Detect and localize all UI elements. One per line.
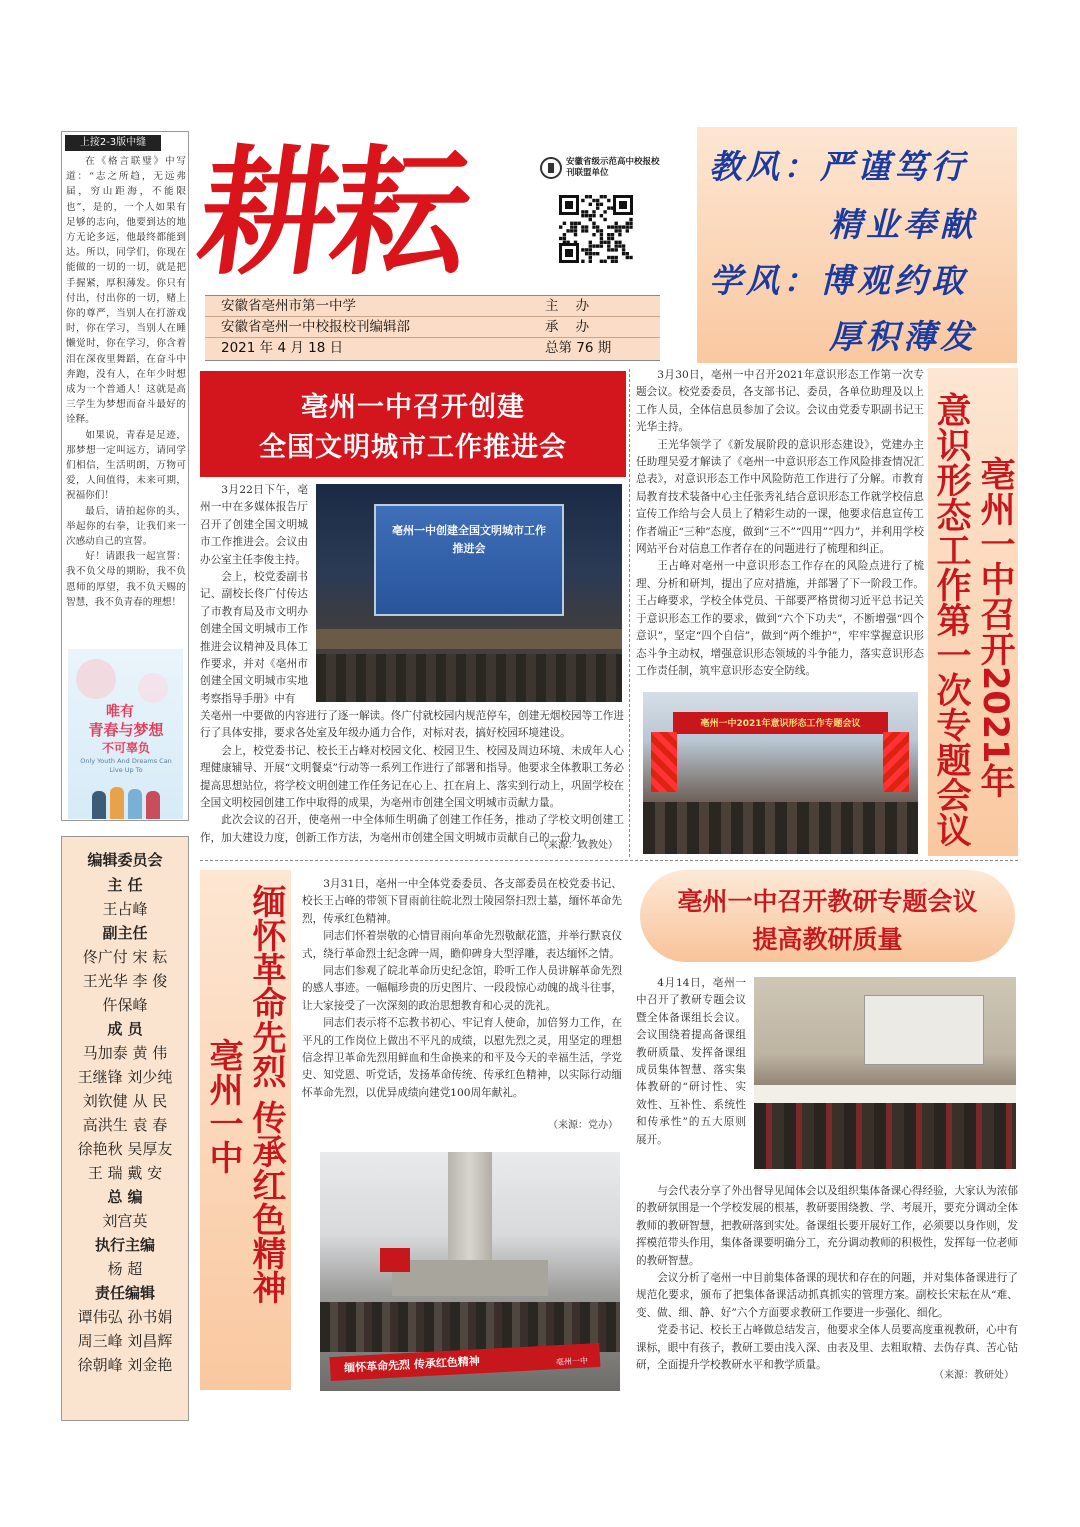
paragraph: 王光华领学了《新发展阶段的意识形态建设》，党建办主任助理吴爱才解读了《亳州一中意识形态工作风险排查情况汇总表》，对意识形态工作中风险防范工作进行了分解。市教育局教育技术装备中心主任张秀礼结合意识形态工作就学校信息宣传工作给与会人员上了精彩生动的一课，他要求信息宣传工作者端正“三种”态度，做到“三不”“四用”“四力”，并利用学校网站平台对信息工作者存在的问题进行了梳理和纠正。	[636, 438, 924, 556]
info-right: 主 办	[545, 298, 590, 314]
horizontal-divider	[200, 860, 1018, 861]
paragraph: 会议分析了亳州一中目前集体备课的现状和存在的问题，并对集体备课进行了规范化要求，颁布了把集体备课活动抓真抓实的管理方案。副校长宋耘在从“难、变、做、细、静、好”六个方面要求教研工作要进一步强化、细化。	[636, 1272, 1018, 1319]
badge-icon	[540, 157, 562, 179]
committee-names: 徐艳秋 吴厚友	[77, 1140, 173, 1158]
article4-photo	[754, 977, 1016, 1169]
committee-role: 副主任	[102, 924, 148, 942]
motto-line4: 厚积薄发	[829, 317, 977, 356]
info-row	[205, 338, 660, 359]
committee-role: 责任编辑	[94, 1284, 155, 1302]
article2-text	[636, 367, 924, 680]
motto-line2: 精业奉献	[829, 205, 977, 244]
masthead-info	[205, 295, 660, 361]
article3-banner-text: 缅怀革命先烈 传承红色精神	[343, 1354, 481, 1375]
committee-names: 仵保峰	[102, 996, 148, 1014]
poster-line2: 青春与梦想	[88, 721, 164, 739]
paragraph: 王占峰对亳州一中意识形态工作存在的风险点进行了梳理、分析和研判，提出了应对措施，并部署了下一阶段工作。王占峰要求，学校全体党员、干部要严格贯彻习近平总书记关于意识形态工作的要求，做到“六个下功夫”，不断增强“四个意识”，坚定“四个自信”，做到“两个维护”，牢牢掌握意识形态斗争主动权，增强意识形态领域的斗争能力，落实意识形态工作责任制，筑牢意识形态安全防线。	[636, 560, 924, 677]
article2-photo	[643, 692, 918, 854]
paragraph: 此次会议的召开，使亳州一中全体师生明确了创建工作任务，推动了学校文明创建工作，加大建设力度，创新工作方法，为亳州市创建全国文明城市贡献自己的一份力。	[200, 814, 624, 844]
paragraph: 同志们参观了皖北革命历史纪念馆，聆听工作人员讲解革命先烈的感人事迹。一幅幅珍贵的历史图片、一段段惊心动魄的战斗往事，让大家接受了一次深刻的政治思想教育和心灵的洗礼。	[302, 965, 622, 1012]
editorial-committee	[61, 836, 189, 1421]
left-column-box	[61, 131, 189, 821]
article4-title-box	[640, 870, 1015, 962]
paragraph: 3月31日，亳州一中全体党委委员、各支部委员在校党委书记、校长王占峰的带领下冒雨前往皖北烈士陵园祭扫烈士墓，缅怀革命先烈，传承红色精神。	[302, 878, 622, 925]
poster-english: Only Youth And Dreams Can Live Up To	[80, 757, 172, 774]
info-left: 2021 年 4 月 18 日	[221, 340, 344, 356]
article1-title-line1: 亳州一中召开创建	[301, 392, 525, 423]
article2-title-col-left: 意识形态工作第一次专题会议	[931, 392, 971, 847]
article2-vertical-title	[928, 368, 1018, 856]
article1-photo	[316, 484, 622, 702]
paragraph: 好！请跟我一起宣誓：我不负父母的期盼，我不负恩师的厚望，我不负天赐的智慧，我不负青春的理想！	[66, 551, 186, 608]
continued-tab: 上接2-3版中缝	[65, 135, 161, 151]
article1-source: （来源：政教处）	[538, 840, 618, 851]
article4-text	[636, 1183, 1018, 1374]
alliance-badge	[540, 155, 660, 185]
article3-title-main: 缅怀革命先烈 传承红色精神	[246, 884, 286, 1304]
poster-line3: 不可辜负	[101, 741, 150, 755]
paragraph: 最后，请拍起你的头，举起你的右拳，让我们来一次感动自己的宣誓。	[66, 505, 186, 548]
article4-title-line1: 亳州一中召开教研专题会议	[677, 887, 978, 916]
poster-line1: 唯有	[106, 704, 134, 720]
article2-title-col-right: 亳州一中召开2021年	[975, 456, 1015, 799]
article3-banner-sub: 亳州一中	[555, 1356, 589, 1367]
committee-names: 刘钦健 从 民	[82, 1092, 168, 1110]
committee-role: 主 任	[107, 876, 143, 894]
qr-code	[557, 193, 635, 265]
article3-title-school: 亳州一中	[203, 1038, 243, 1174]
paragraph: 同志们怀着崇敬的心情冒雨向革命先烈敬献花篮，并举行默哀仪式，绕行革命烈士纪念碑一周，瞻仰碑身大型浮雕，表达缅怀之情。	[302, 930, 622, 960]
committee-names: 王 瑞 戴 安	[87, 1164, 163, 1182]
article1-screen-text: 亳州一中创建全国文明城市工作推进会	[392, 524, 546, 555]
paragraph: 3月30日，亳州一中召开2021年意识形态工作第一次专题会议。校党委委员，各支部书记、委员，各单位助理及以上工作人员，全体信息员参加了会议。会议由党委专职副书记王光华主持。	[636, 369, 924, 434]
info-left: 安徽省亳州一中校报校刊编辑部	[221, 319, 410, 335]
article4-source: （来源：教研处）	[934, 1370, 1014, 1381]
info-right: 总第 76 期	[545, 340, 612, 356]
committee-names: 杨 超	[107, 1260, 143, 1278]
info-row	[205, 296, 660, 317]
motto-line1: 教风：严谨笃行	[709, 147, 968, 186]
committee-names: 王光华 李 俊	[82, 972, 168, 990]
article3-photo	[320, 1152, 620, 1391]
committee-names: 刘宫英	[102, 1212, 148, 1230]
paragraph: 会上，校党委书记、校长王占峰对校园文化、校园卫生、校园及周边环境、未成年人心理健康辅导、开展“文明餐桌”行动等一系列工作进行了部署和指导。他要求全体教职工务必提高思想站位，将学校文明创建工作任务记在心上、扛在肩上、落实到行动上，巩固学校在全国文明校园创建工作中取得的成果，为亳州市创建全国文明城市贡献力量。	[200, 744, 624, 810]
article1-title-box	[200, 371, 626, 477]
article4-narrow-para: 4月14日，亳州一中召开了教研专题会议暨全体备课组长会议。会议围绕着提高备课组教研质量、发挥备课组成员集体智慧、落实集体教研的“研讨性、实效性、互补性、系统性和传承性”的五大原则展开。	[636, 977, 746, 1146]
committee-title: 编辑委员会	[87, 851, 163, 869]
info-right: 承 办	[545, 319, 590, 335]
paragraph: 会上，校党委副书记、副校长佟广付传达了市教育局及市文明办创建全国文明城市工作推进会议精神及具体工作要求，并对《亳州市创建全国文明城市实地考察指导手册》中有	[200, 571, 308, 705]
paragraph: 在《格言联璧》中写道：“志之所趋，无远弗届，穷山距海，不能限也”，是的，一个人如果有足够的志向，他要到达的地方无论多远，他最终都能到达。所以，同学们，你现在能做的一切的一切，就是把手握紧，厚积薄发。你只有付出，付出你的一切，赌上你的尊严，当别人在打游戏时，你在学习，当别人在睡懒觉时，你在学习，你含着泪在深夜里舞蹈，在奋斗中奔跑，没有人，在年少时想成为一个普通人！这就是高三学生为梦想而奋斗最好的诠释。	[66, 156, 186, 426]
committee-names: 谭伟弘 孙书娟	[77, 1308, 173, 1326]
committee-role: 执行主编	[94, 1236, 155, 1254]
paragraph: 如果说，青春是足迹，那梦想一定叫远方，请同学们相信，生活明朗，万物可爱，人间值得，未来可期，祝福你们！	[66, 429, 186, 502]
paragraph: 3月22日下午，亳州一中在多媒体报告厅召开了创建全国文明城市工作推进会。会议由办公室主任李俊主持。	[200, 484, 308, 566]
paragraph: 关亳州一中要做的内容进行了逐一解读。佟广付就校园内规范停车，创建无烟校园等工作进行了具体安排，要求各处室及年级办通力合作，对标对表，搞好校园环境建设。	[200, 710, 624, 740]
youth-poster	[68, 649, 183, 819]
motto-line3: 学风：博观约取	[709, 261, 968, 300]
article1-narrow-text	[200, 482, 308, 708]
left-column-text	[66, 154, 186, 610]
column-divider	[629, 369, 630, 857]
article3-text	[302, 876, 622, 1102]
poster-figures	[88, 779, 164, 819]
article1-title-line2: 全国文明城市工作推进会	[259, 432, 567, 463]
article1-wide-text	[200, 708, 624, 847]
article2-banner-text: 亳州一中2021年意识形态工作专题会议	[700, 719, 861, 729]
committee-names: 徐朝峰 刘金艳	[77, 1356, 173, 1374]
article4-narrow-text	[636, 975, 746, 1149]
committee-names: 佟广付 宋 耘	[82, 948, 168, 966]
info-left: 安徽省亳州市第一中学	[221, 298, 356, 314]
paragraph: 与会代表分享了外出督导见闻体会以及组织集体备课心得经验，大家认为浓郁的教研氛围是一个学校发展的根基，教研要围绕教、学、考展开，要充分调动全体教师的教研智慧，把教研落到实处。备课组长要开展好工作，必须要以身作则，发挥模范带头作用，集体备课要明确分工，充分调动教师的积极性，发挥每一位老师的教研智慧。	[636, 1185, 1018, 1267]
committee-names: 王占峰	[102, 900, 148, 918]
article4-title-line2: 提高教研质量	[752, 925, 903, 954]
article3-vertical-title	[200, 870, 291, 1390]
info-row	[205, 317, 660, 338]
paragraph: 同志们表示将不忘教书初心、牢记育人使命，加倍努力工作，在平凡的工作岗位上做出不平凡的成绩，以慰先烈之灵，用坚定的理想信念捍卫革命先烈用鲜血和生命换来的和平及今天的幸福生活，学党史、知党恩、听党话，发扬革命传统、传承红色精神，以实际行动缅怀革命先烈，以优异成绩向建党100周年献礼。	[302, 1017, 622, 1099]
committee-role: 总 编	[107, 1188, 143, 1206]
committee-names: 马加泰 黄 伟	[82, 1044, 168, 1062]
article3-source: （来源：党办）	[548, 1120, 618, 1131]
committee-names: 周三峰 刘昌辉	[77, 1332, 173, 1350]
committee-role: 成 员	[107, 1020, 143, 1038]
masthead-logo	[188, 131, 540, 294]
badge-text: 安徽省级示范高中校报校刊联盟单位	[566, 157, 660, 178]
logo-text: 耕耘	[188, 131, 476, 294]
committee-names: 王继锋 刘少纯	[77, 1068, 173, 1086]
motto-box	[697, 127, 1017, 363]
committee-names: 高洪生 袁 春	[82, 1116, 168, 1134]
paragraph: 党委书记、校长王占峰做总结发言，他要求全体人员要高度重视教研，心中有课标，眼中有孩子，教研工要由浅入深、由表及里、去粗取精、去伪存真、苦心钻研，全面提升学校教研水平和教学质量。	[636, 1324, 1018, 1372]
